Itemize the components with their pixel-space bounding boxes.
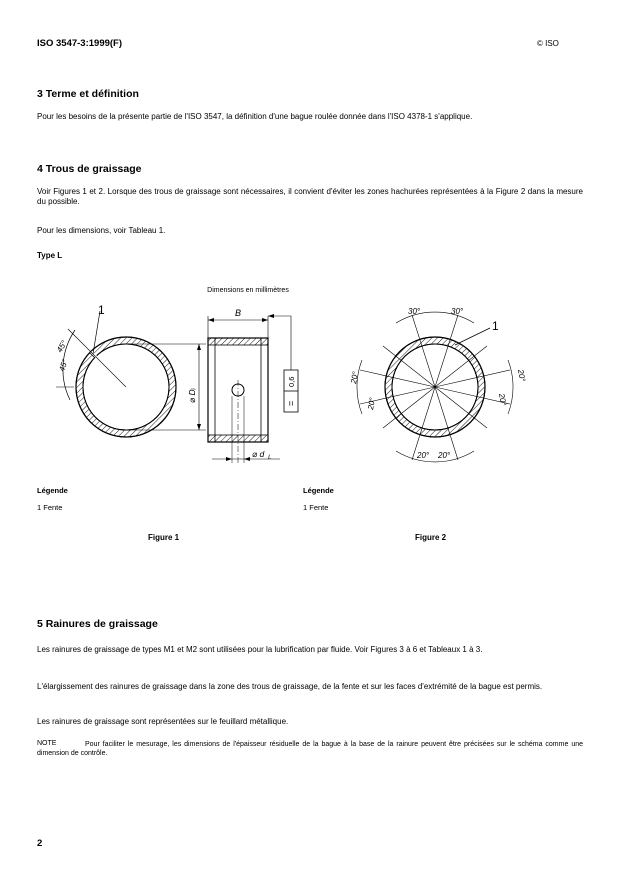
type-label: Type L: [37, 251, 63, 260]
note-text: Pour faciliter le mesurage, les dimensions de l'épaisseur résiduelle de la bague à la base de la rainure peuvent être précisées sur le schéma comme une dimension de contrôle.: [37, 741, 583, 757]
note-label: NOTE: [37, 740, 57, 747]
dim-di-label: ⌀ Dᵢ: [187, 388, 197, 403]
figure-1-side-view: [208, 338, 268, 465]
figure-2-angle-left-in: 20°: [366, 396, 378, 411]
figure-1-caption: Figure 1: [148, 533, 180, 542]
figure-2-angle-right-out: 20°: [516, 368, 527, 383]
tolerance-value: 0,6: [287, 376, 296, 387]
dim-dl-label: ⌀ d: [252, 449, 265, 459]
figures-drawing: [0, 280, 619, 480]
section-4-p2: Pour les dimensions, voir Tableau 1.: [37, 226, 166, 235]
figure-1-angle-a: 45°: [57, 358, 70, 373]
figure-2-angle-bottom-right: 20°: [438, 451, 451, 460]
figure-2-angle-top-left: 30°: [408, 307, 421, 316]
tolerance-arrow: [268, 314, 274, 318]
section-3-title: 3 Terme et définition: [37, 88, 139, 100]
figure-2-label-1: 1: [492, 319, 499, 333]
dimensions-note: Dimensions en millimètres: [207, 287, 289, 294]
section-3-body: Pour les besoins de la présente partie de l'ISO 3547, la définition d'une bague roulée donnée dans l'ISO 4378-1 s'applique.: [37, 112, 473, 121]
figure-1-legend-item: 1 Fente: [37, 503, 63, 512]
figure-2-angle-top-right: 30°: [451, 307, 464, 316]
page-number: 2: [37, 838, 43, 849]
figure-2-legend-item: 1 Fente: [303, 503, 329, 512]
figure-2-leader-line: [455, 328, 490, 345]
section-4-title: 4 Trous de graissage: [37, 163, 142, 175]
dim-dl-subscript: L: [268, 454, 272, 461]
figure-1-angle-b: 45°: [54, 339, 69, 354]
section-5-title: 5 Rainures de graissage: [37, 618, 158, 630]
figure-1-legend-title: Légende: [37, 486, 68, 495]
tolerance-symbol: =: [286, 400, 296, 406]
figure-2-angle-left-out: 20°: [349, 370, 361, 385]
dim-b-label: B: [235, 308, 242, 318]
section-5-p1: Les rainures de graissage de types M1 et M2 sont utilisées pour la lubrification par fluide. Voir Figures 3 à 6 et Tableaux 1 à 3.: [37, 645, 483, 654]
section-5-p2: L'élargissement des rainures de graissage dans la zone des trous de graissage, de la fente et sur les faces d'extrémité de la bague est permis.: [37, 682, 543, 691]
copyright: © ISO: [537, 39, 559, 48]
figure-2-legend-title: Légende: [303, 486, 334, 495]
section-5-p3: Les rainures de graissage sont représentées sur le feuillard métallique.: [37, 717, 289, 726]
document-id: ISO 3547-3:1999(F): [37, 38, 123, 49]
figure-1-label-1: 1: [98, 303, 105, 317]
section-4-p1: Voir Figures 1 et 2. Lorsque des trous de graissage sont nécessaires, il convient d'éviter les zones hachurées représentées à la Figure 2 dans la mesure du possible.: [37, 187, 583, 206]
figure-2-caption: Figure 2: [415, 533, 447, 542]
figure-2-angle-right-in: 20°: [497, 392, 508, 407]
figure-2-angle-bottom-left: 20°: [417, 451, 430, 460]
